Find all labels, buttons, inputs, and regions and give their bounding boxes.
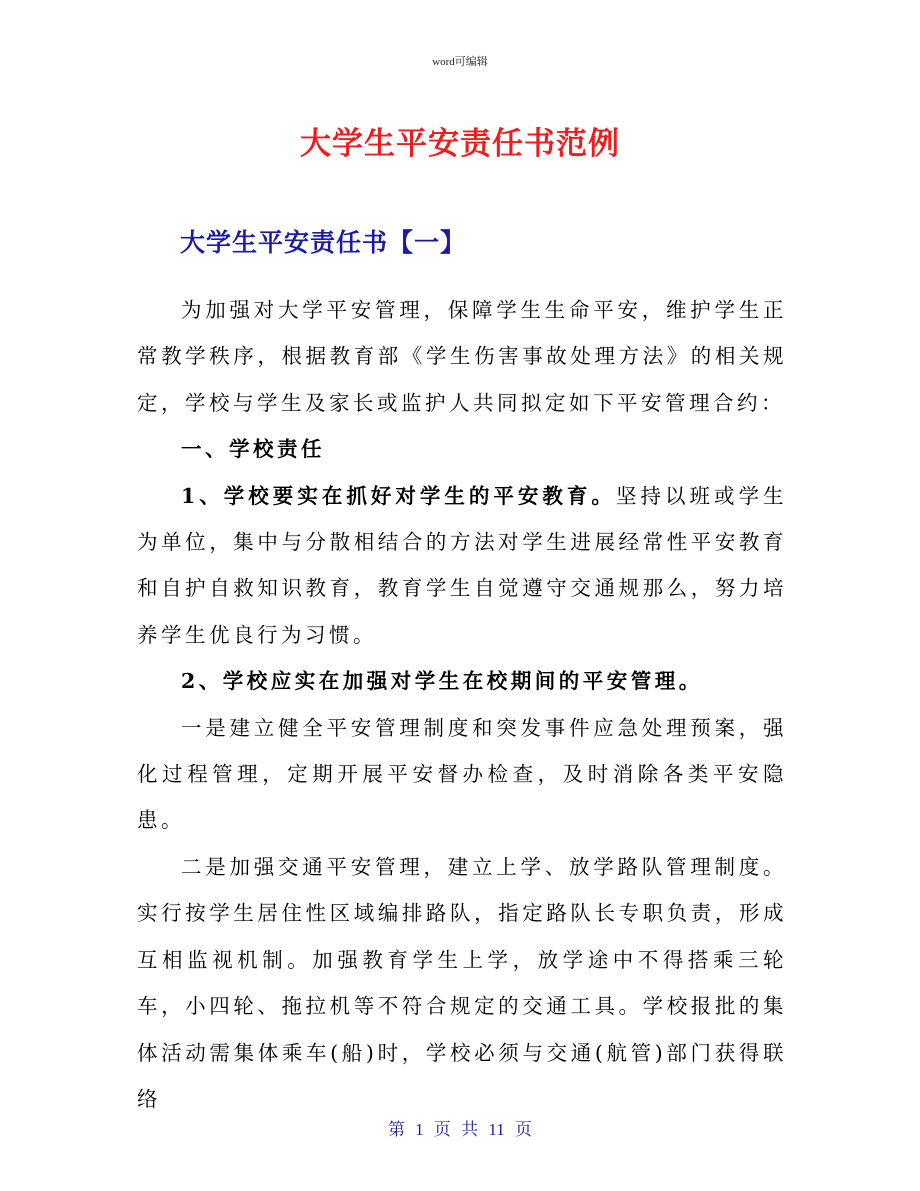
paragraph-school-duty-heading: 一、学校责任 <box>181 437 325 462</box>
document-body <box>137 287 787 1122</box>
paragraph-intro: 为加强对大学平安管理，保障学生生命平安，维护学生正常教学秩序，根据教育部《学生伤害事故处理方法》的相关规定，学校与学生及家长或监护人共同拟定如下平安管理合约： <box>137 298 787 415</box>
paragraph-item-2: 2、学校应实在加强对学生在校期间的平安管理。 <box>181 669 703 694</box>
page-footer: 第 1 页 共 11 页 <box>387 1120 533 1139</box>
paragraph-item-1 <box>137 473 787 659</box>
paragraph-point-two: 二是加强交通平安管理，建立上学、放学路队管理制度。实行按学生居住性区域编排路队，指定路队长专职负责，形成互相监视机制。加强教育学生上学，放学途中不得搭乘三轮车，小四轮、拖拉机等不符合规定的交通工具。学校报批的集体活动需集体乘车(船)时，学校必须与交通(航管)部门获得联络 <box>137 854 787 1111</box>
item-1-text: 坚持以班或学生为单位，集中与分散相结合的方法对学生进展经常性平安教育和自护自救知识教育，教育学生自觉遵守交通规那么，努力培养学生优良行为习惯。 <box>137 483 788 647</box>
section-heading: 大学生平安责任书【一】 <box>180 228 467 257</box>
item-1-heading: 1、学校要实在抓好对学生的平安教育。 <box>181 483 616 508</box>
document-title: 大学生平安责任书范例 <box>300 126 620 162</box>
page-header: word可编辑 <box>432 56 488 68</box>
paragraph-point-one: 一是建立健全平安管理制度和突发事件应急处理预案，强化过程管理，定期开展平安督办检查，及时消除各类平安隐患。 <box>137 715 787 833</box>
